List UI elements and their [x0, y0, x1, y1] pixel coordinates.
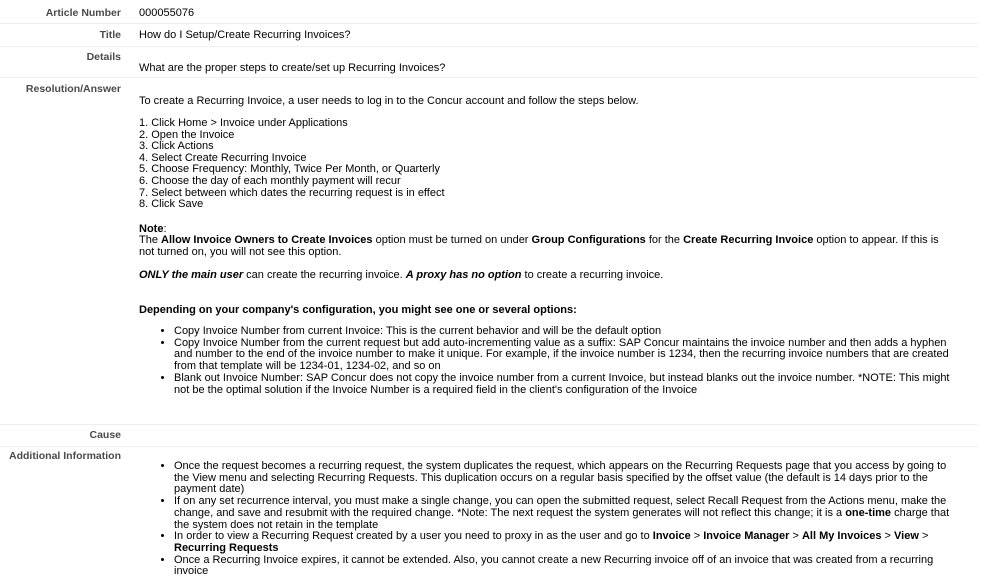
step-item: 5. Choose Frequency: Monthly, Twice Per Month, or Quarterly [139, 163, 441, 176]
additional-bold: View [894, 530, 919, 543]
note-text-part: for the [645, 234, 684, 246]
additional-item [174, 531, 956, 554]
additional-bold: Invoice [652, 530, 691, 543]
additional-separator: > [690, 530, 704, 543]
step-item: 8. Click Save [139, 198, 204, 211]
option-item: • Copy Invoice Number from the current request but add auto-incrementing value as a suffix: SAP Concur maintains the invoice number and then adds a hyphen and number to the end of the invoice number to make it unique. For example, if the invoice number is 1234, then the recurring invoice numbers that are created from that template will be 1234-01, 1234-02, and so on [174, 338, 956, 373]
note-colon: : [163, 223, 167, 235]
options-list [139, 326, 956, 396]
article-number-value: 000055076 [139, 7, 195, 19]
additional-bold: Recurring Requests [174, 541, 279, 554]
resolution-label: Resolution/Answer [25, 83, 121, 95]
details-value: What are the proper steps to create/set up Recurring Invoices? [139, 62, 446, 74]
step-item: 4. Select Create Recurring Invoice [139, 151, 307, 164]
additional-bold: one-time [845, 506, 892, 519]
note-text [139, 235, 956, 258]
resolution-steps [139, 118, 978, 211]
additional-separator: > [918, 530, 929, 543]
additional-bold: Invoice Manager [703, 530, 790, 543]
note-label: Note [139, 223, 164, 235]
title-row [0, 23, 978, 47]
step-item: 3. Click Actions [139, 140, 214, 153]
note-text-part: The [139, 234, 162, 246]
proxy-text: to create a recurring invoice. [521, 269, 664, 281]
additional-text: charge that the system does not retain in the template [174, 506, 950, 531]
resolution-intro: To create a Recurring Invoice, a user needs to log in to the Concur account and follow the steps below. [139, 95, 639, 107]
proxy-emphasis: A proxy has no option [405, 269, 522, 281]
additional-row [0, 446, 978, 578]
resolution-row [0, 77, 978, 425]
proxy-note [139, 269, 978, 281]
additional-separator: > [789, 530, 802, 543]
title-label: Title [99, 29, 121, 41]
option-item: • Copy Invoice Number from current Invoice: This is the current behavior and will be the default option [174, 326, 956, 338]
additional-list [139, 461, 956, 578]
article-number-row [0, 0, 978, 24]
additional-item: • Once a Recurring Invoice expires, it cannot be extended. Also, you cannot create a new Recurring invoice off of an invoice that was created from a recurring invoice [174, 555, 956, 578]
proxy-emphasis: ONLY the main user [139, 269, 244, 281]
additional-label: Additional Information [9, 450, 121, 462]
additional-bold: All My Invoices [801, 530, 882, 543]
additional-separator: > [881, 530, 895, 543]
step-item: 6. Choose the day of each monthly payment will recur [139, 174, 401, 187]
cause-label: Cause [89, 429, 121, 441]
note-bold-option: Allow Invoice Owners to Create Invoices [161, 234, 373, 246]
option-item: • Blank out Invoice Number: SAP Concur does not copy the invoice number from a current Invoice, but instead blanks out the invoice number. *NOTE: This might not be the optimal solution if the Invoice Number is a required field in the client's configuration of the Invoice [174, 373, 956, 396]
title-value: How do I Setup/Create Recurring Invoices? [139, 29, 351, 41]
details-row [0, 46, 978, 78]
details-label: Details [86, 51, 121, 63]
additional-item: • Once the request becomes a recurring request, the system duplicates the request, which appears on the Recurring Requests page that you access by going to the View menu and selecting Recurring Requests. This duplication occurs on a regular basis specified by the offset value (the default is 14 days prior to the payment date) [174, 461, 956, 496]
article-number-label: Article Number [45, 7, 121, 19]
step-item: 2. Open the Invoice [139, 128, 235, 141]
step-item: 1. Click Home > Invoice under Applications [139, 117, 348, 129]
additional-text: If on any set recurrence interval, you must make a single change, you can open the submitted request, select Recall Request from the Actions menu, make the change, and save and resubmit with the required change. *Note: The next request the system generates will not reflect this change; it is a [174, 495, 947, 519]
options-heading: Depending on your company's configuration, you might see one or several options: [139, 304, 577, 316]
note-bold-config: Group Configurations [531, 234, 646, 246]
note-text-part: option must be turned on under [372, 234, 532, 246]
additional-item [174, 496, 956, 531]
cause-row [0, 424, 978, 447]
step-item: 7. Select between which dates the recurring request is in effect [139, 186, 445, 199]
additional-text: In order to view a Recurring Request created by a user you need to proxy in as the user and go to [174, 530, 653, 543]
note-bold-feature: Create Recurring Invoice [683, 234, 814, 246]
proxy-text: can create the recurring invoice. [243, 269, 406, 281]
note-text-part: option to appear. If this is not turned on, you will not see this option. [139, 234, 939, 258]
